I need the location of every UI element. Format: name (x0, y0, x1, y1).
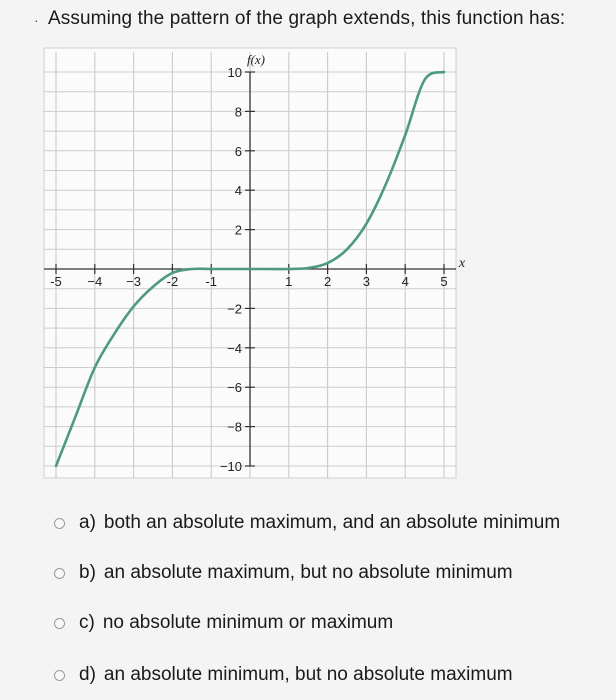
x-tick-label: 2 (323, 274, 332, 289)
option-a[interactable] (54, 512, 560, 534)
x-tick-label: -2 (166, 274, 179, 289)
x-tick-label: −3 (126, 274, 142, 289)
option-d[interactable] (54, 664, 513, 686)
y-tick-label: −8 (227, 419, 242, 435)
y-axis-label: f(x) (246, 52, 266, 67)
y-tick-label: 10 (227, 65, 242, 80)
y-tick-label: −2 (227, 301, 242, 317)
x-tick-label: −4 (87, 274, 103, 289)
x-tick-label: -1 (205, 274, 217, 289)
option-label: an absolute maximum, but no absolute minimum (103, 562, 513, 583)
option-label: an absolute minimum, but no absolute maximum (103, 664, 513, 685)
option-letter: a) (79, 512, 96, 533)
x-axis-label: x (458, 256, 466, 271)
question-text: Assuming the pattern of the graph extends, this function has: (48, 8, 566, 29)
y-tick-label: −6 (227, 380, 242, 396)
y-tick-label: 6 (234, 143, 242, 159)
y-tick-label: 2 (234, 222, 242, 238)
y-tick-label: 8 (234, 104, 242, 120)
x-tick-label: 4 (401, 274, 409, 289)
y-tick-label: −4 (227, 340, 242, 356)
radio-circle-icon[interactable] (54, 568, 65, 579)
x-tick-label: 3 (362, 274, 371, 289)
option-b[interactable] (54, 562, 513, 584)
option-label: both an absolute maximum, and an absolute minimum (103, 512, 561, 533)
radio-circle-icon[interactable] (54, 618, 65, 629)
y-tick-label: −10 (219, 459, 242, 474)
option-c[interactable] (54, 612, 393, 634)
option-label: no absolute minimum or maximum (102, 612, 394, 633)
y-tick-label: 4 (234, 183, 242, 199)
question-bullet: · (34, 12, 39, 28)
option-letter: c) (79, 612, 95, 633)
x-tick-label: -5 (50, 274, 62, 289)
radio-circle-icon[interactable] (54, 518, 65, 529)
x-tick-label: 1 (285, 274, 293, 289)
x-tick-label: 5 (440, 274, 448, 289)
radio-circle-icon[interactable] (54, 670, 65, 681)
option-letter: b) (79, 562, 96, 583)
option-letter: d) (79, 664, 96, 685)
